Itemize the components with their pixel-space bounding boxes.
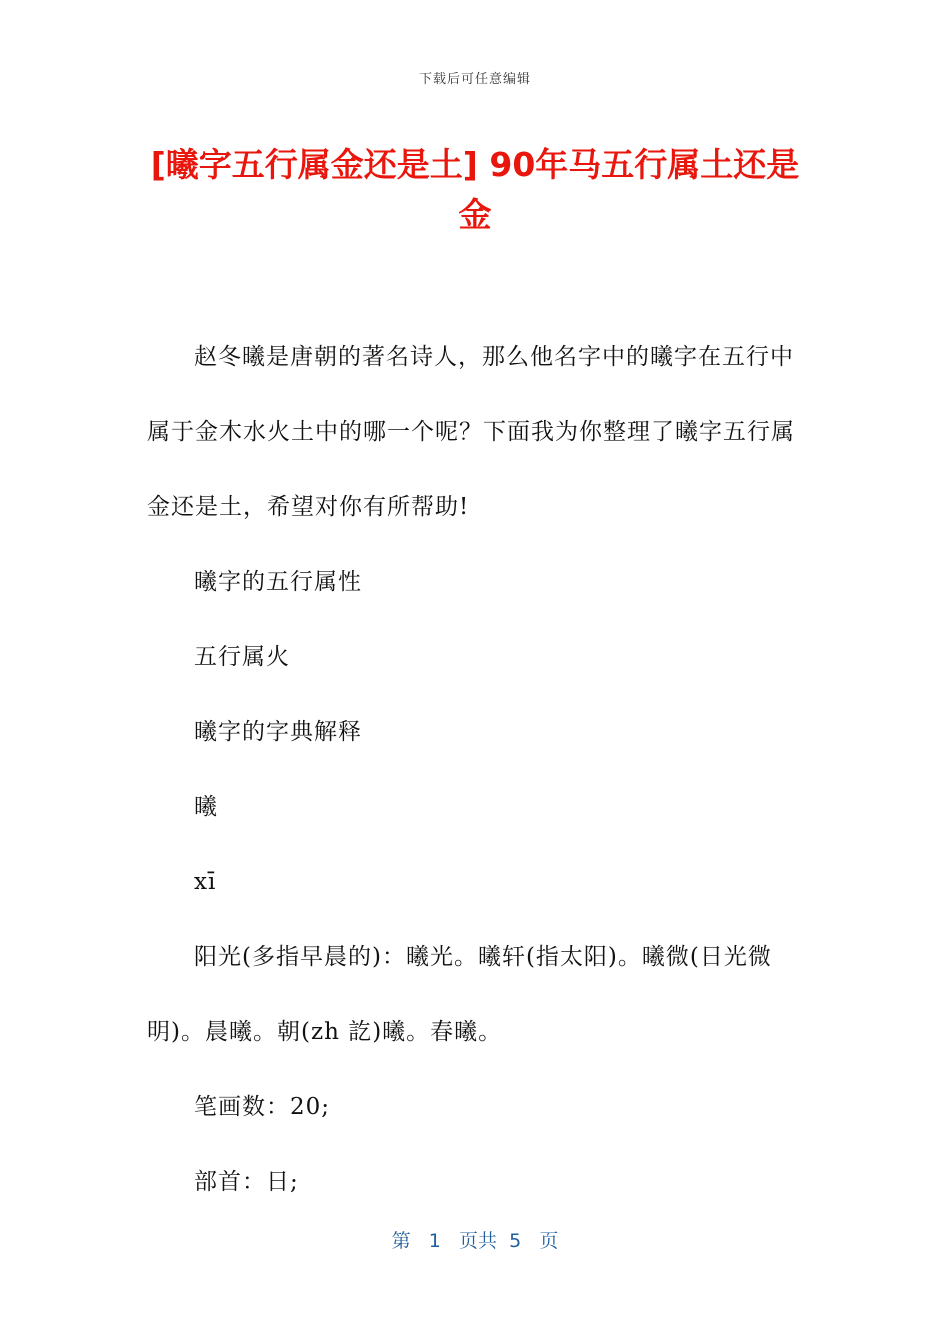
- paragraph-stroke-count: 笔画数：20;: [194, 1094, 331, 1120]
- document-body: [147, 320, 797, 1220]
- paragraph-heading-attribute: 曦字的五行属性: [194, 569, 362, 595]
- paragraph-intro: 赵冬曦是唐朝的著名诗人，那么他名字中的曦字在五行中属于金木水火土中的哪一个呢？下面我为你整理了曦字五行属金还是土，希望对你有所帮助!: [147, 344, 795, 520]
- paragraph-heading-dictionary: 曦字的字典解释: [194, 719, 362, 745]
- document-title: [曦字五行属金还是土] 90年马五行属土还是金: [150, 145, 800, 234]
- footer-suffix: 页: [539, 1230, 559, 1252]
- footer-current-page: 1: [428, 1230, 441, 1252]
- page-footer: [0, 1226, 950, 1253]
- footer-total-pages: 5: [509, 1230, 522, 1252]
- paragraph-radical: 部首：日;: [194, 1169, 299, 1195]
- header-note: 下载后可任意编辑: [418, 72, 531, 87]
- paragraph-element: 五行属火: [194, 644, 290, 670]
- paragraph-character: 曦: [194, 794, 218, 820]
- paragraph-definition: 阳光(多指早晨的)：曦光。曦轩(指太阳)。曦微(日光微明)。晨曦。朝(zh 訖)曦。春曦。: [147, 944, 772, 1045]
- paragraph-pinyin: xī: [194, 869, 217, 895]
- footer-prefix: 第: [391, 1230, 411, 1252]
- footer-mid: 页共: [459, 1230, 498, 1252]
